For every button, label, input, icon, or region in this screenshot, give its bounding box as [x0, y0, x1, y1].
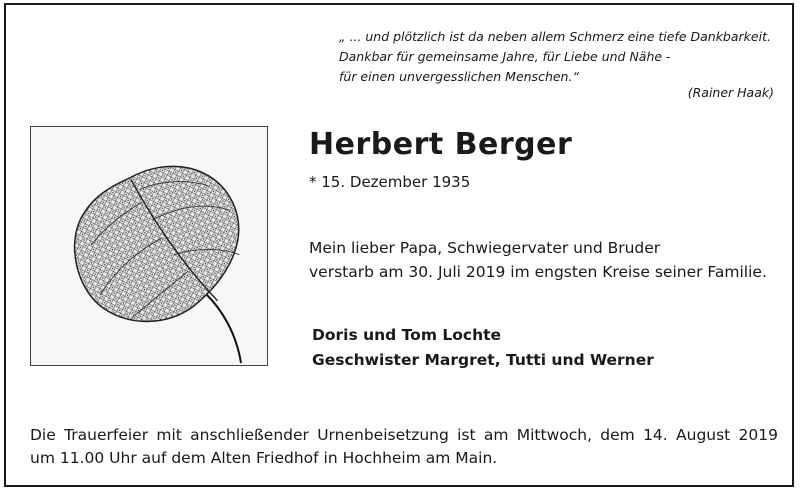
birth-date: * 15. Dezember 1935: [309, 173, 471, 191]
death-notice: [309, 236, 767, 284]
mourners: [312, 323, 654, 373]
notice-line: Mein lieber Papa, Schwiegervater und Bruder: [309, 239, 661, 257]
notice-line: verstarb am 30. Juli 2019 im engsten Kreise seiner Familie.: [309, 263, 767, 281]
quote-line: Dankbar für gemeinsame Jahre, für Liebe und Nähe -: [339, 49, 671, 64]
quote-line: „ ... und plötzlich ist da neben allem Schmerz eine tiefe Dankbarkeit.: [339, 29, 771, 44]
mourner-line: Geschwister Margret, Tutti und Werner: [312, 351, 654, 369]
ceremony-info: [30, 424, 778, 470]
ceremony-line: um 11.00 Uhr auf dem Alten Friedhof in Hochheim am Main.: [30, 449, 498, 467]
mourner-line: Doris und Tom Lochte: [312, 326, 502, 344]
quote: [339, 27, 789, 87]
deceased-name: Herbert Berger: [309, 127, 573, 162]
ceremony-line: Die Trauerfeier mit anschließender Urnenbeisetzung ist am Mittwoch, dem 14. August 2019: [30, 426, 778, 444]
leaf-image: [30, 126, 268, 366]
quote-line: für einen unvergesslichen Menschen.“: [339, 69, 579, 84]
quote-author: (Rainer Haak): [687, 85, 774, 100]
skeleton-leaf-icon: [31, 127, 267, 365]
obituary-card: [4, 3, 794, 487]
